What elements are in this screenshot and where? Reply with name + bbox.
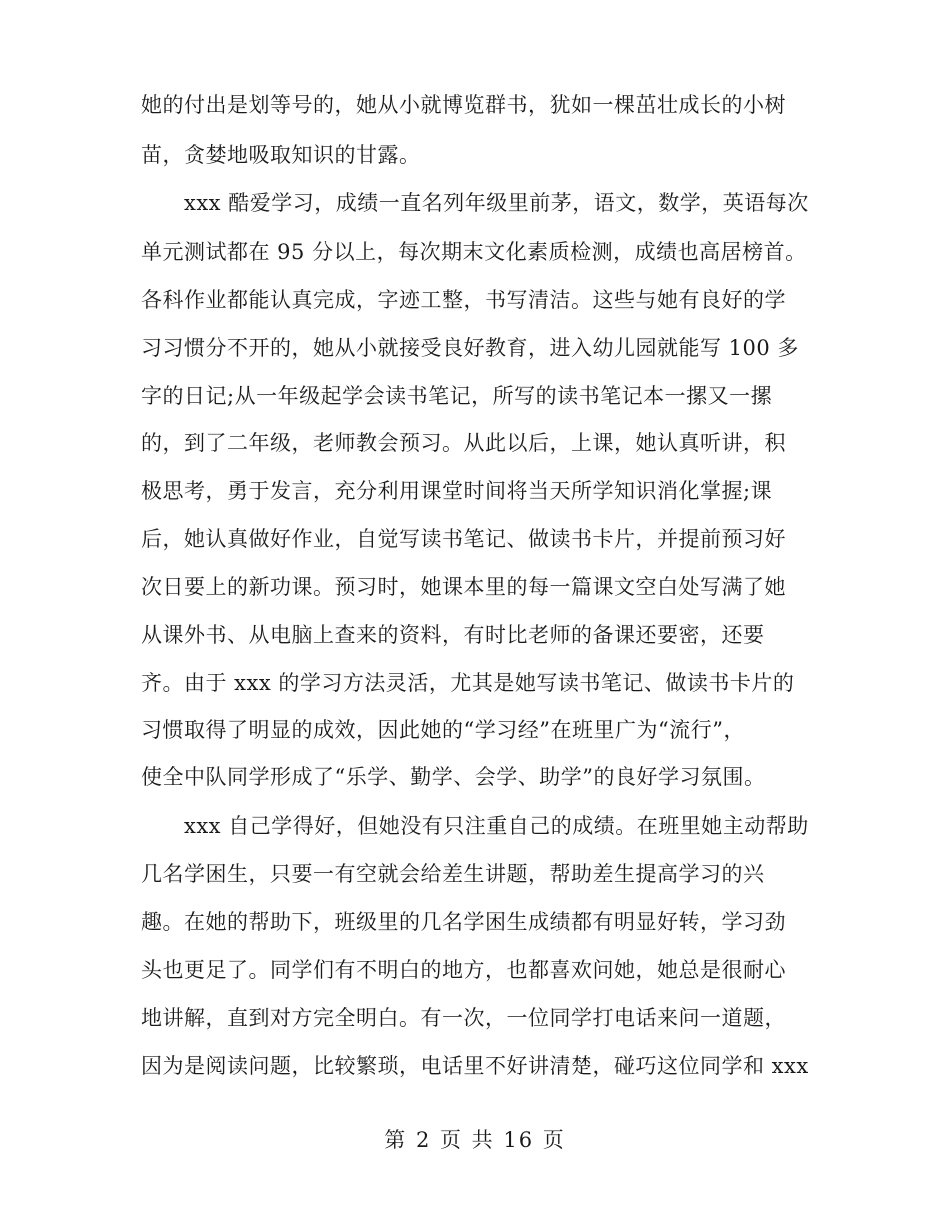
paragraph-line: 她的付出是划等号的，她从小就博览群书，犹如一棵茁壮成长的小树 bbox=[141, 93, 786, 117]
paragraph-line: 习习惯分不开的，她从小就接受良好教育，进入幼儿园就能写 100 多 bbox=[141, 336, 799, 360]
paragraph-line: 因为是阅读问题，比较繁琐，电话里不好讲清楚，碰巧这位同学和 xxx bbox=[141, 1054, 809, 1078]
paragraph-line: 后，她认真做好作业，自觉写读书笔记、做读书卡片，并提前预习好 bbox=[141, 527, 786, 551]
paragraph-line: xxx 酷爱学习，成绩一直名列年级里前茅，语文，数学，英语每次 bbox=[184, 191, 809, 215]
paragraph-line: 单元测试都在 95 分以上，每次期末文化素质检测，成绩也高居榜首。 bbox=[141, 240, 807, 264]
paragraph-line: 习惯取得了明显的成效，因此她的“学习经”在班里广为“流行”， bbox=[141, 718, 745, 742]
paragraph-line: 次日要上的新功课。预习时，她课本里的每一篇课文空白处写满了她 bbox=[141, 575, 786, 599]
paragraph-line: 头也更足了。同学们有不明白的地方，也都喜欢问她，她总是很耐心 bbox=[141, 958, 786, 982]
paragraph-line: 地讲解，直到对方完全明白。有一次，一位同学打电话来问一道题， bbox=[141, 1006, 786, 1030]
paragraph-line: 各科作业都能认真完成，字迹工整，书写清洁。这些与她有良好的学 bbox=[141, 288, 786, 312]
paragraph-line: xxx 自己学得好，但她没有只注重自己的成绩。在班里她主动帮助 bbox=[184, 814, 809, 838]
paragraph-line: 的，到了二年级，老师教会预习。从此以后，上课，她认真听讲，积 bbox=[141, 431, 786, 455]
paragraph-line: 字的日记;从一年级起学会读书笔记，所写的读书笔记本一摞又一摞 bbox=[141, 384, 773, 408]
paragraph-line: 从课外书、从电脑上查来的资料，有时比老师的备课还要密，还要 bbox=[141, 623, 765, 647]
paragraph-line: 苗，贪婪地吸取知识的甘露。 bbox=[141, 143, 421, 167]
paragraph-line: 齐。由于 xxx 的学习方法灵活，尤其是她写读书笔记、做读书卡片的 bbox=[141, 671, 795, 695]
page-number-footer: 第 2 页 共 16 页 bbox=[384, 1128, 566, 1152]
paragraph-line: 几名学困生，只要一有空就会给差生讲题，帮助差生提高学习的兴 bbox=[141, 862, 765, 886]
paragraph-line: 极思考，勇于发言，充分利用课堂时间将当天所学知识消化掌握;课 bbox=[141, 479, 773, 503]
paragraph-line: 使全中队同学形成了“乐学、勤学、会学、助学”的良好学习氛围。 bbox=[141, 765, 766, 789]
paragraph-line: 趣。在她的帮助下，班级里的几名学困生成绩都有明显好转，学习劲 bbox=[141, 910, 786, 934]
